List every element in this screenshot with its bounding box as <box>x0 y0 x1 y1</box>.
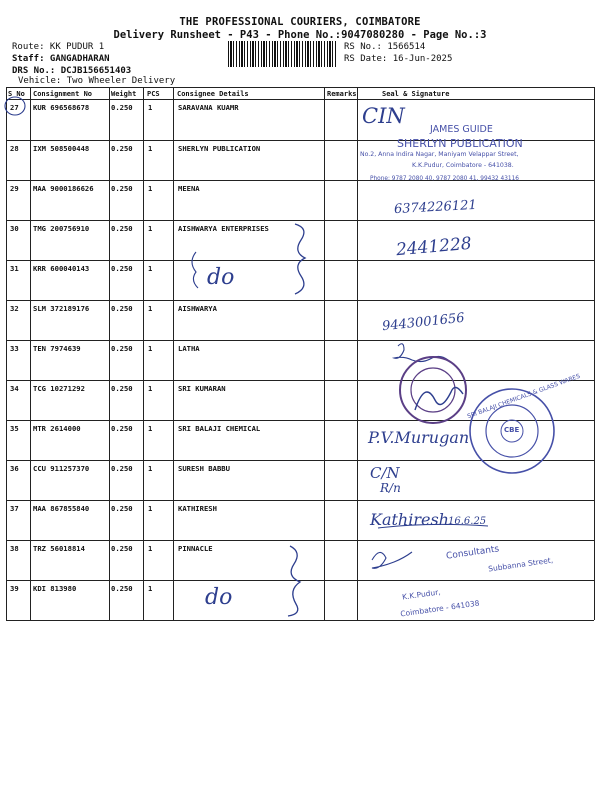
row35-signature: P.V.Murugan <box>368 428 470 447</box>
row31-brace-left <box>192 252 198 288</box>
row-consignment: TMG 200756910 <box>33 224 90 233</box>
col-pcs: PCS <box>147 90 160 98</box>
row-weight: 0.250 <box>111 384 133 393</box>
row-consignee: SURESH BABBU <box>178 464 230 473</box>
row-sno: 32 <box>10 304 19 313</box>
row36-signature: C/N <box>370 464 400 482</box>
row-consignment: MTR 2614000 <box>33 424 81 433</box>
row-weight: 0.250 <box>111 103 133 112</box>
row-consignment: CCU 911257370 <box>33 464 90 473</box>
row-consignment: TCG 10271292 <box>33 384 85 393</box>
row-sno: 27 <box>10 103 19 112</box>
row-consignee: PINNACLE <box>178 544 213 553</box>
row-weight: 0.250 <box>111 504 133 513</box>
col-seal-signature: Seal & Signature <box>382 90 450 98</box>
stamp-name-1: JAMES GUIDE <box>430 124 493 135</box>
staff-label: Staff: GANGADHARAN <box>12 54 110 64</box>
row-weight: 0.250 <box>111 464 133 473</box>
row36-signature-2: R/n <box>380 481 401 495</box>
stamp-address: No.2, Anna Indira Nagar, Maniyam Velappar Street, <box>360 151 519 158</box>
row34-signature <box>415 387 463 410</box>
row-pcs: 1 <box>148 103 153 112</box>
row-weight: 0.250 <box>111 584 133 593</box>
col-remarks: Remarks <box>327 90 357 98</box>
row-sno: 39 <box>10 584 19 593</box>
row-consignment: KUR 696568678 <box>33 103 90 112</box>
row-consignee: AISHWARYA <box>178 304 217 313</box>
row-consignee: LATHA <box>178 344 200 353</box>
row-weight: 0.250 <box>111 424 133 433</box>
row-consignment: SLM 372189176 <box>33 304 90 313</box>
row38-39-brace <box>288 546 300 616</box>
row32-phone: 9443001656 <box>381 310 466 335</box>
row38-stamp-line-2: Subbanna Street, <box>487 555 554 574</box>
row-consignee: SRI BALAJI CHEMICAL <box>178 424 261 433</box>
row38-signature <box>372 552 412 568</box>
row29-phone: 6374226121 <box>393 197 478 218</box>
row30-signature: 2441228 <box>395 233 473 261</box>
row-consignment: MAA 867855840 <box>33 504 90 513</box>
row-consignee: SRI KUMARAN <box>178 384 226 393</box>
row38-stamp-line-1: Consultants <box>445 544 500 562</box>
row-consignee: SHERLYN PUBLICATION <box>178 144 261 153</box>
row-sno: 38 <box>10 544 19 553</box>
row-consignment: TRZ 56018814 <box>33 544 85 553</box>
row-pcs: 1 <box>148 424 153 433</box>
balaji-stamp-ring: SRI BALAJI CHEMICALS & GLASS WARES <box>466 372 582 421</box>
row-sno: 29 <box>10 184 19 193</box>
row-consignment: MAA 9000186626 <box>33 184 94 193</box>
row38-stamp-line-3: K.K.Pudur, <box>401 587 442 602</box>
row-pcs: 1 <box>148 584 153 593</box>
ditto-mark-row39: do <box>205 585 233 610</box>
row-consignment: KRR 600040143 <box>33 264 90 273</box>
row38-stamp-line-4: Coimbatore - 641038 <box>399 598 480 619</box>
row-pcs: 1 <box>148 184 153 193</box>
row-sno: 37 <box>10 504 19 513</box>
row-sno: 35 <box>10 424 19 433</box>
stamp-city: K.K.Pudur, Coimbatore - 641038. <box>412 162 514 169</box>
rs-date: RS Date: 16-Jun-2025 <box>344 54 453 64</box>
row-sno: 33 <box>10 344 19 353</box>
row-weight: 0.250 <box>111 224 133 233</box>
col-weight: Weight <box>111 90 137 98</box>
row-pcs: 1 <box>148 464 153 473</box>
row-weight: 0.250 <box>111 544 133 553</box>
balaji-stamp-center: CBE <box>504 426 520 434</box>
row27-circle-mark <box>5 97 25 115</box>
row-pcs: 1 <box>148 264 153 273</box>
row-consignee: KATHIRESH <box>178 504 217 513</box>
row-weight: 0.250 <box>111 344 133 353</box>
row-consignment: TEN 7974639 <box>33 344 81 353</box>
row-weight: 0.250 <box>111 264 133 273</box>
row-pcs: 1 <box>148 544 153 553</box>
row30-31-brace <box>295 224 305 294</box>
row-weight: 0.250 <box>111 304 133 313</box>
col-consignee: Consignee Details <box>177 90 249 98</box>
row-pcs: 1 <box>148 344 153 353</box>
ditto-mark-row31: do <box>207 265 235 290</box>
row-sno: 36 <box>10 464 19 473</box>
row37-date: 16.6.25 <box>448 516 487 527</box>
route-label: Route: KK PUDUR 1 <box>12 42 105 52</box>
row-pcs: 1 <box>148 384 153 393</box>
row-consignee: AISHWARYA ENTERPRISES <box>178 224 269 233</box>
row-consignee: MEENA <box>178 184 200 193</box>
runsheet-title: Delivery Runsheet - P43 - Phone No.:9047080280 - Page No.:3 <box>113 29 487 41</box>
row-pcs: 1 <box>148 504 153 513</box>
row-consignment: KDI 813980 <box>33 584 77 593</box>
drs-number: DRS No.: DCJB156651403 <box>12 66 132 76</box>
vehicle-label: Vehicle: Two Wheeler Delivery <box>18 76 176 86</box>
row-sno: 28 <box>10 144 19 153</box>
row-sno: 30 <box>10 224 19 233</box>
row27-signature: CIN <box>362 104 405 128</box>
row-pcs: 1 <box>148 224 153 233</box>
row-weight: 0.250 <box>111 144 133 153</box>
company-title: THE PROFESSIONAL COURIERS, COIMBATORE <box>179 16 421 28</box>
row-pcs: 1 <box>148 304 153 313</box>
row-sno: 34 <box>10 384 19 393</box>
row-weight: 0.250 <box>111 184 133 193</box>
row-pcs: 1 <box>148 144 153 153</box>
row-sno: 31 <box>10 264 19 273</box>
stamp-name-2: SHERLYN PUBLICATION <box>397 137 523 150</box>
row37-signature: Kathiresh <box>370 510 449 529</box>
rs-number: RS No.: 1566514 <box>344 42 426 52</box>
row-consignee: SARAVANA KUAMR <box>178 103 239 112</box>
stamp-phone: Phone: 9787 2080 40, 9787 2080 41, 99432 43116 <box>370 176 519 182</box>
row-consignment: IXM 508500448 <box>33 144 90 153</box>
row34-round-stamp <box>400 357 466 423</box>
col-sno: S No <box>8 90 25 98</box>
col-consignment: Consignment No <box>33 90 93 98</box>
